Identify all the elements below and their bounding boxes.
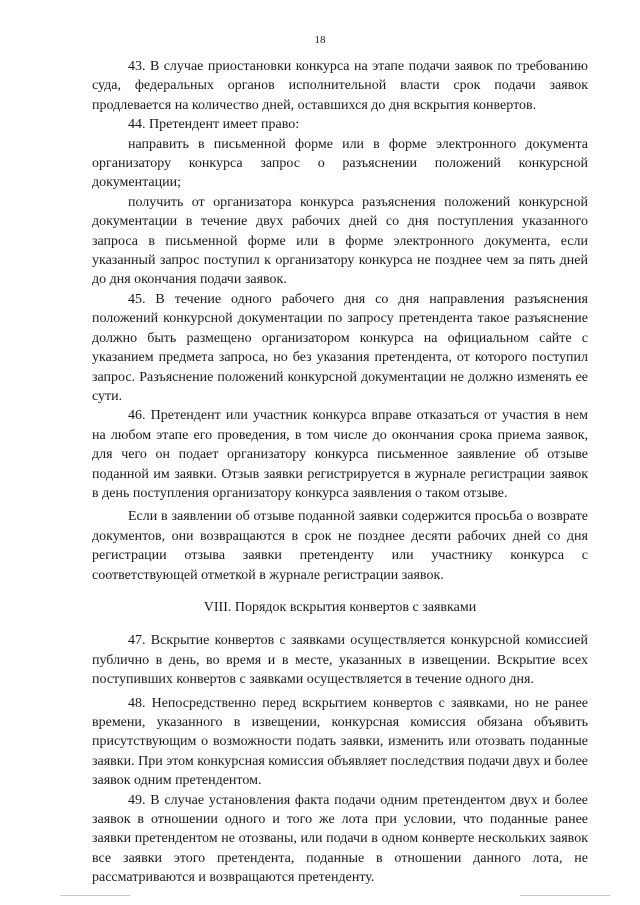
paragraph-48: 48. Непосредственно перед вскрытием конвертов с заявками, но не ранее времени, указанного в извещении, конкурсная комиссия обязана объявить присутствующим о возможности подать заявки, изменить или отозвать поданные заявки. При этом конкурсная комиссия объявляет последствия подачи двух и более заявок одним претендентом. — [92, 695, 589, 789]
paragraph-44: 44. Претендент имеет право: — [128, 117, 300, 133]
scan-mark — [60, 895, 130, 896]
paragraph-44-item-1: направить в письменной форме или в форме электронного документа организатору конкурса запрос о разъяснении положений конкурсной документации; — [92, 136, 588, 191]
paragraph-49: 49. В случае установления факта подачи одним претендентом двух и более заявок в отношении одного и того же лота при условии, что поданные ранее заявки претендентом не отозваны, или подачи в одном конверте нескольких заявок все заявки этого претендента, поданные в отношении данного лота, не рассматриваются и возвращаются претенденту. — [92, 792, 588, 886]
page-number: 18 — [314, 34, 326, 46]
paragraph-46-continued: Если в заявлении об отзыве поданной заявки содержится просьба о возврате документов, они возвращаются в срок не позднее десяти рабочих дней со дня регистрации отзыва заявки претенденту или участнику конкурса с соответствующей отметкой в журнале регистрации заявок. — [92, 509, 588, 583]
document-body — [92, 57, 588, 888]
scan-mark — [520, 895, 610, 896]
paragraph-44-item-2: получить от организатора конкурса разъяснения положений конкурсной документации в течение двух рабочих дней со дня поступления указанного запроса в письменной форме или в форме электронного документа, если указанный запрос поступил к организатору конкурса не позднее чем за пять дней до дня окончания подачи заявок. — [92, 194, 588, 288]
paragraph-43: 43. В случае приостановки конкурса на этапе подачи заявок по требованию суда, федеральных органов исполнительной власти срок подачи заявок продлевается на количество дней, оставшихся до дня вскрытия конвертов. — [92, 59, 588, 113]
section-heading: VIII. Порядок вскрытия конвертов с заявками — [203, 599, 477, 615]
paragraph-45: 45. В течение одного рабочего дня со дня направления разъяснения положений конкурсной документации по запросу претендента такое разъяснение должно быть размещено организатором конкурса на официальном сайте с указанием предмета запроса, но без указания претендента, от которого поступил запрос. Разъяснение положений конкурсной документации не должно изменять ее сути. — [92, 291, 588, 404]
paragraph-46: 46. Претендент или участник конкурса вправе отказаться от участия в нем на любом этапе его проведения, в том числе до окончания срока приема заявок, для чего он подает организатору конкурса письменное заявление об отзыве поданной им заявки. Отзыв заявки регистрируется в журнале регистрации заявок в день поступления организатору конкурса заявления о таком отзыве. — [92, 408, 588, 501]
footer-scan-marks — [0, 895, 640, 899]
paragraph-47: 47. Вскрытие конвертов с заявками осуществляется конкурсной комиссией публично в день, во время и в месте, указанных в извещении. Вскрытие всех поступивших конвертов с заявками осуществляется в течение одного дня. — [92, 633, 588, 688]
